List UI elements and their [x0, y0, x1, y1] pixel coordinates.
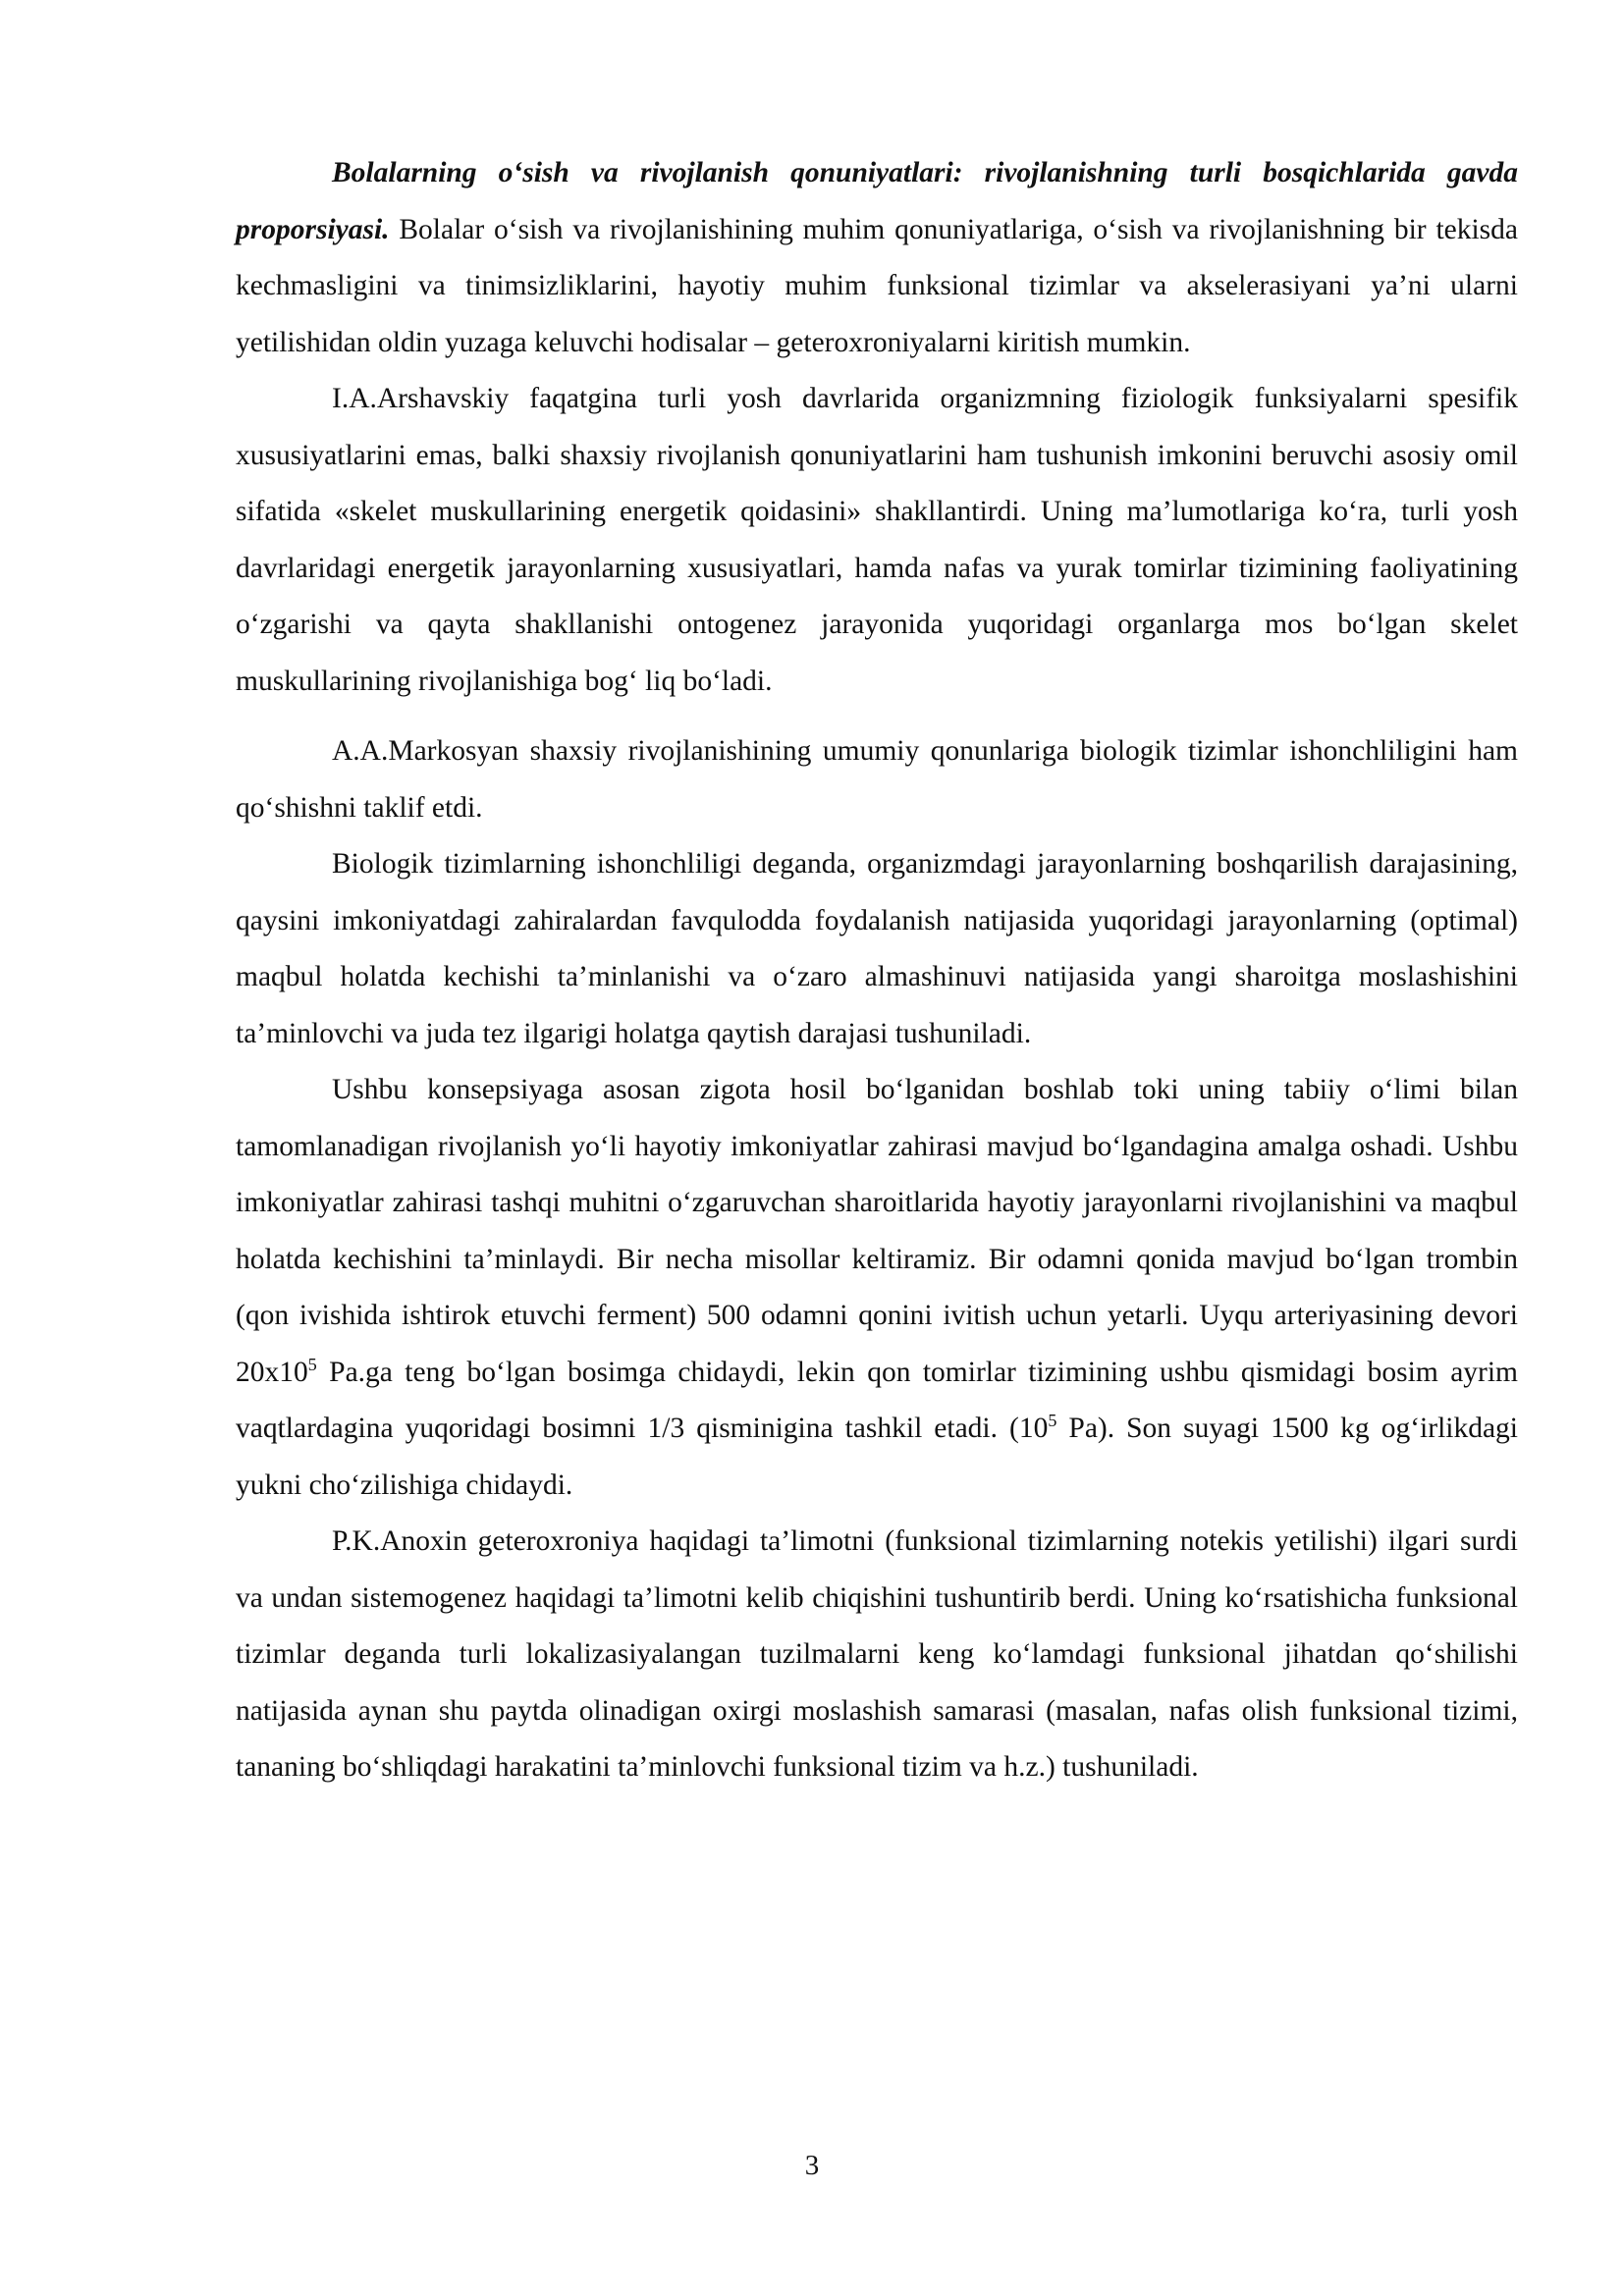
paragraph-text-part: Ushbu konsepsiyaga asosan zigota hosil bo‘lganidan boshlab toki uning tabiiy o‘limi bilan tamomlanadigan rivojlanish yo‘li hayotiy imkoniyatlar zahirasi mavjud bo‘lgandagina amalga oshadi. Ushbu imkoniyatlar zahirasi tashqi muhitni o‘zgaruvchan sharoitlarida hayotiy jarayonlarni rivojlanishini va maqbul holatda kechishini ta’minlaydi. Bir necha misollar keltiramiz. Bir odamni qonida mavjud bo‘lgan trombin (qon ivishida ishtirok etuvchi ferment) 500 odamni qonini ivitish uchun yetarli. Uyqu arteriyasining devori 20x10: [236, 1074, 1518, 1388]
paragraph-growth-laws: [236, 145, 1518, 371]
page-number: 3: [804, 2150, 820, 2181]
paragraph-text: Bolalar o‘sish va rivojlanishining muhim qonuniyatlariga, o‘sish va rivojlanishning bir tekisda kechmasligini va tinimsizliklarini, hayotiy muhim funksional tizimlar va akselerasiyani ya’ni ularni yetilishidan oldin yuzaga keluvchi hodisalar – geteroxroniyalarni kiritish mumkin.: [236, 213, 1519, 358]
paragraph-concept: [236, 1062, 1518, 1514]
paragraph-text-part: Pa.ga teng bo‘lgan bosimga chidaydi, lekin qon tomirlar tizimining ushbu qismidagi bosim ayrim vaqtlardagina yuqoridagi bosimni 1/3 qisminigina tashkil etadi. (10: [236, 1356, 1518, 1444]
document-body: [236, 145, 1518, 1796]
paragraph-markosyan: A.A.Markosyan shaxsiy rivojlanishining umumiy qonunlariga biologik tizimlar ishonchliligini ham qo‘shishni taklif etdi.: [236, 735, 1518, 824]
paragraph-reliability: Biologik tizimlarning ishonchliligi deganda, organizmdagi jarayonlarning boshqarilish darajasining, qaysini imkoniyatdagi zahiralardan favqulodda foydalanish natijasida yuqoridagi jarayonlarning (optimal) maqbul holatda kechishi ta’minlanishi va o‘zaro almashinuvi natijasida yangi sharoitga moslashishini ta’minlovchi va juda tez ilgarigi holatga qaytish darajasi tushuniladi.: [236, 848, 1518, 1049]
paragraph-text-part: Pa). Son suyagi 1500 kg og‘irlikdagi yukni cho‘zilishiga chidaydi.: [236, 1413, 1518, 1501]
paragraph-arshavskiy: I.A.Arshavskiy faqatgina turli yosh davrlarida organizmning fiziologik funksiyalarni spesifik xususiyatlarini emas, balki shaxsiy rivojlanish qonuniyatlarini ham tushunish imkonini beruvchi asosiy omil sifatida «skelet muskullarining energetik qoidasini» shakllantirdi. Uning ma’lumotlariga ko‘ra, turli yosh davrlaridagi energetik jarayonlarning xususiyatlari, hamda nafas va yurak tomirlar tizimining faoliyatining o‘zgarishi va qayta shakllanishi ontogenez jarayonida yuqoridagi organlarga mos bo‘lgan skelet muskullarining rivojlanishiga bog‘ liq bo‘ladi.: [236, 383, 1518, 697]
paragraph-anoxin: P.K.Anoxin geteroxroniya haqidagi ta’limotni (funksional tizimlarning notekis yetilishi) ilgari surdi va undan sistemogenez haqidagi ta’limotni kelib chiqishini tushuntirib berdi. Uning ko‘rsatishicha funksional tizimlar deganda turli lokalizasiyalangan tuzilmalarni keng ko‘lamdagi funksional jihatdan qo‘shilishi natijasida aynan shu paytda olinadigan oxirgi moslashish samarasi (masalan, nafas olish funksional tizimi, tananing bo‘shliqdagi harakatini ta’minlovchi funksional tizim va h.z.) tushuniladi.: [236, 1525, 1518, 1783]
superscript-exponent: 5: [1048, 1411, 1057, 1430]
section-heading-inline: Bolalarning o‘sish va rivojlanish qonuniyatlari: rivojlanishning turli bosqichlarida gavda proporsiyasi.: [236, 157, 1518, 245]
superscript-exponent: 5: [307, 1354, 317, 1374]
